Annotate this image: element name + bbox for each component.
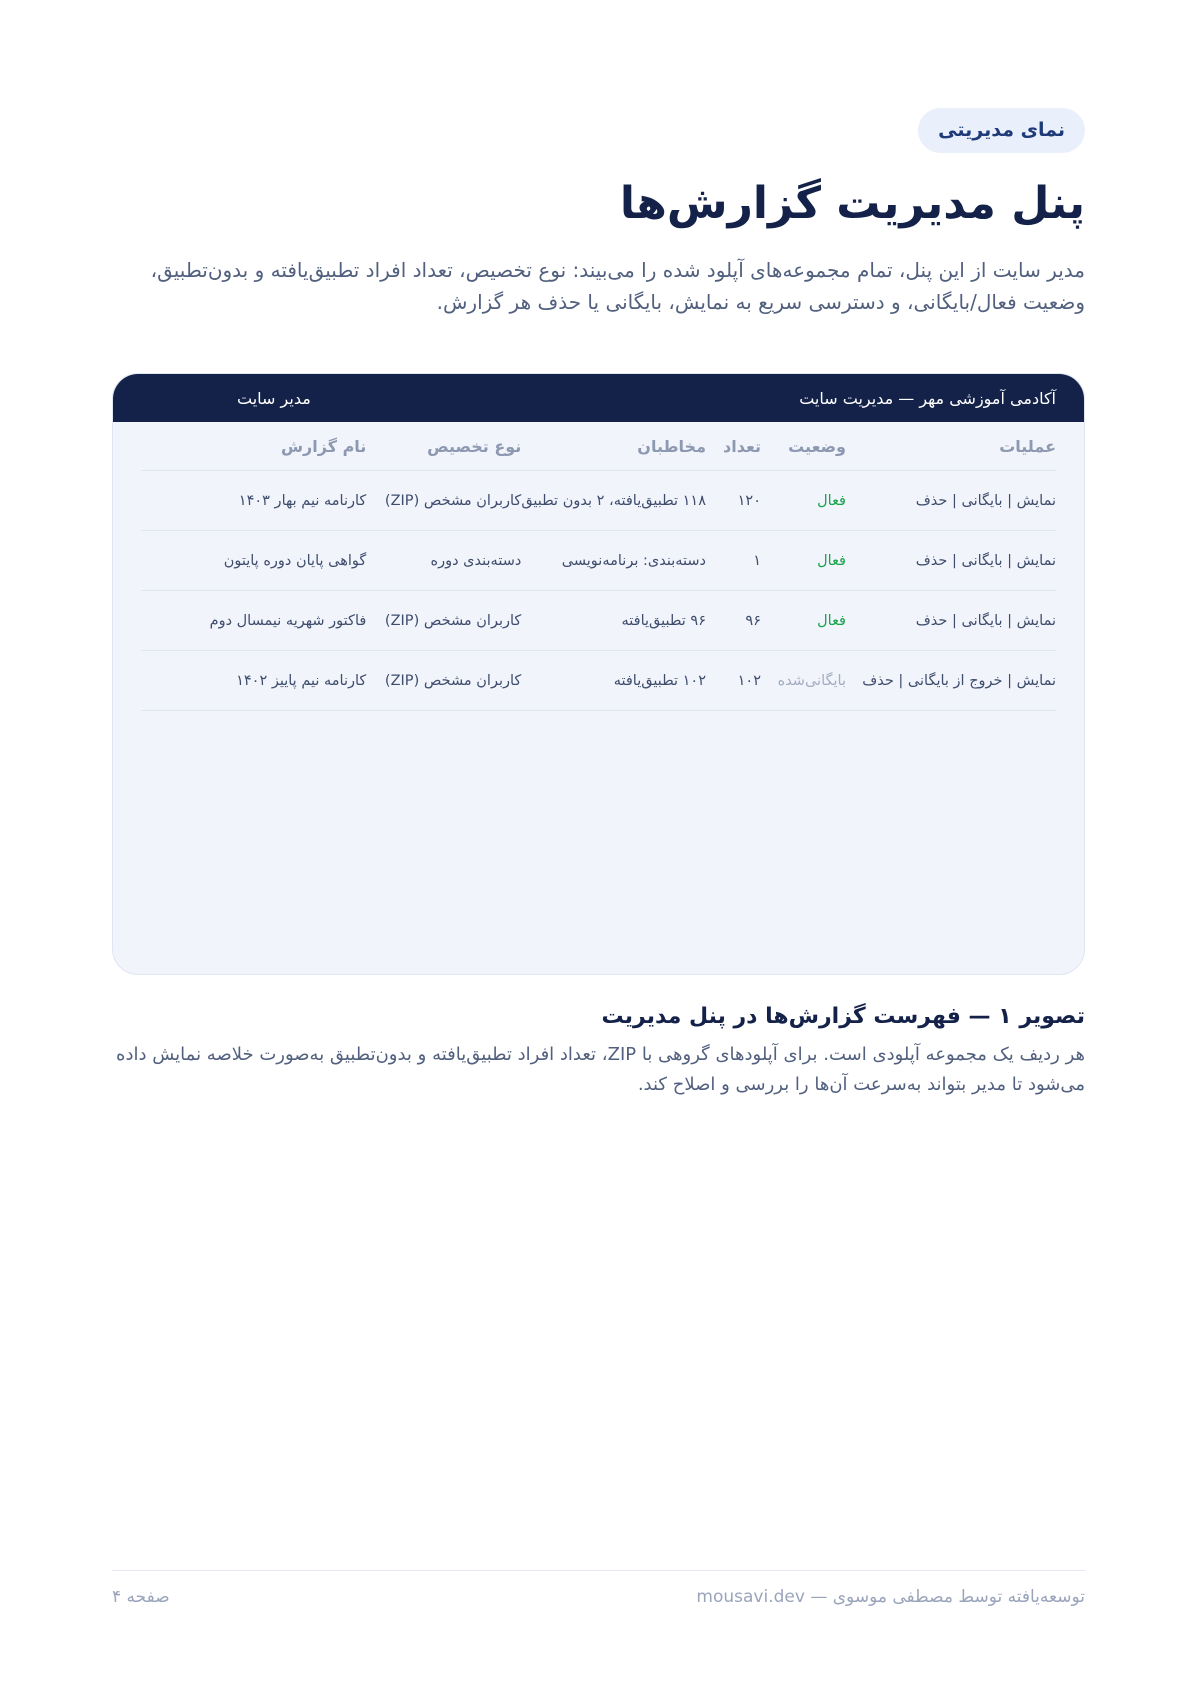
column-header-actions: عملیات [846, 422, 1056, 471]
row-actions [846, 471, 1056, 531]
row-type: کاربران مشخص (ZIP) [366, 471, 521, 531]
row-type: دسته‌بندی دوره [366, 531, 521, 591]
row-audience: ۹۶ تطبیق‌یافته [521, 591, 706, 651]
row-name: فاکتور شهریه نیمسال دوم [141, 591, 366, 651]
column-header-status: وضعیت [761, 422, 846, 471]
row-actions [846, 531, 1056, 591]
action-separator: | [1007, 492, 1013, 509]
archive-link[interactable]: بایگانی [961, 492, 1003, 509]
table-row [141, 471, 1056, 531]
action-separator: | [951, 492, 957, 509]
page-footer [112, 1570, 1085, 1607]
row-count: ۱۰۲ [706, 651, 761, 711]
document-page [112, 0, 1085, 1684]
column-header-name: نام گزارش [141, 422, 366, 471]
action-separator: | [951, 612, 957, 629]
row-count: ۹۶ [706, 591, 761, 651]
panel-header-user[interactable]: مدیر سایت [237, 388, 311, 408]
table-row [141, 531, 1056, 591]
delete-link[interactable]: حذف [915, 492, 948, 509]
status-badge: فعال [761, 471, 846, 531]
delete-link[interactable]: حذف [862, 672, 894, 689]
row-actions [846, 651, 1056, 711]
action-separator: | [1007, 552, 1013, 569]
row-count: ۱۲۰ [706, 471, 761, 531]
view-link[interactable]: نمایش [1016, 492, 1056, 509]
intro-paragraph: مدیر سایت از این پنل، تمام مجموعه‌های آپلود شده را می‌بیند: نوع تخصیص، تعداد افراد تطبیق‌یافته و بدون‌تطبیق، وضعیت فعال/بایگانی، و دسترسی سریع به نمایش، بایگانی یا حذف هر گزارش. [150, 258, 1085, 314]
page-number: صفحه ۴ [112, 1587, 170, 1607]
row-actions [846, 591, 1056, 651]
row-audience: دسته‌بندی: برنامه‌نویسی [521, 531, 706, 591]
row-type: کاربران مشخص (ZIP) [366, 651, 521, 711]
column-header-type: نوع تخصیص [366, 422, 521, 471]
delete-link[interactable]: حذف [915, 612, 948, 629]
row-type: کاربران مشخص (ZIP) [366, 591, 521, 651]
table-row [141, 651, 1056, 711]
view-link[interactable]: نمایش [1016, 552, 1056, 569]
archive-link[interactable]: بایگانی [961, 552, 1003, 569]
row-name: کارنامه نیم پاییز ۱۴۰۲ [141, 651, 366, 711]
view-link[interactable]: نمایش [1016, 672, 1056, 689]
action-separator: | [1007, 672, 1013, 689]
row-audience: ۱۰۲ تطبیق‌یافته [521, 651, 706, 711]
action-separator: | [951, 552, 957, 569]
status-badge: فعال [761, 531, 846, 591]
unarchive-link[interactable]: خروج از بایگانی [907, 672, 1003, 689]
footer-credit: توسعه‌یافته توسط مصطفی موسوی — mousavi.dev [696, 1587, 1085, 1607]
action-separator: | [898, 672, 904, 689]
row-name: کارنامه نیم بهار ۱۴۰۳ [141, 471, 366, 531]
table-row [141, 591, 1056, 651]
row-count: ۱ [706, 531, 761, 591]
column-header-count: تعداد [706, 422, 761, 471]
figure-caption-title: تصویر ۱ — فهرست گزارش‌ها در پنل مدیریت [601, 1004, 1085, 1029]
admin-panel-screenshot [112, 373, 1085, 975]
panel-header-title: آکادمی آموزشی مهر — مدیریت سایت [799, 388, 1056, 408]
admin-view-badge: نمای مدیریتی [918, 108, 1085, 153]
status-badge: بایگانی‌شده [761, 651, 846, 711]
row-audience: ۱۱۸ تطبیق‌یافته، ۲ بدون تطبیق [521, 471, 706, 531]
action-separator: | [1007, 612, 1013, 629]
row-name: گواهی پایان دوره پایتون [141, 531, 366, 591]
reports-table [141, 422, 1056, 711]
page-title: پنل مدیریت گزارش‌ها [619, 178, 1085, 229]
delete-link[interactable]: حذف [915, 552, 948, 569]
panel-header [113, 374, 1084, 422]
view-link[interactable]: نمایش [1016, 612, 1056, 629]
column-header-audience: مخاطبان [521, 422, 706, 471]
status-badge: فعال [761, 591, 846, 651]
archive-link[interactable]: بایگانی [961, 612, 1003, 629]
table-header-row [141, 422, 1056, 471]
figure-caption-text: هر ردیف یک مجموعه آپلودی است. برای آپلودهای گروهی با ZIP، تعداد افراد تطبیق‌یافته و بدون‌تطبیق به‌صورت خلاصه نمایش داده می‌شود تا مدیر بتواند به‌سرعت آن‌ها را بررسی و اصلاح کند. [116, 1044, 1085, 1095]
